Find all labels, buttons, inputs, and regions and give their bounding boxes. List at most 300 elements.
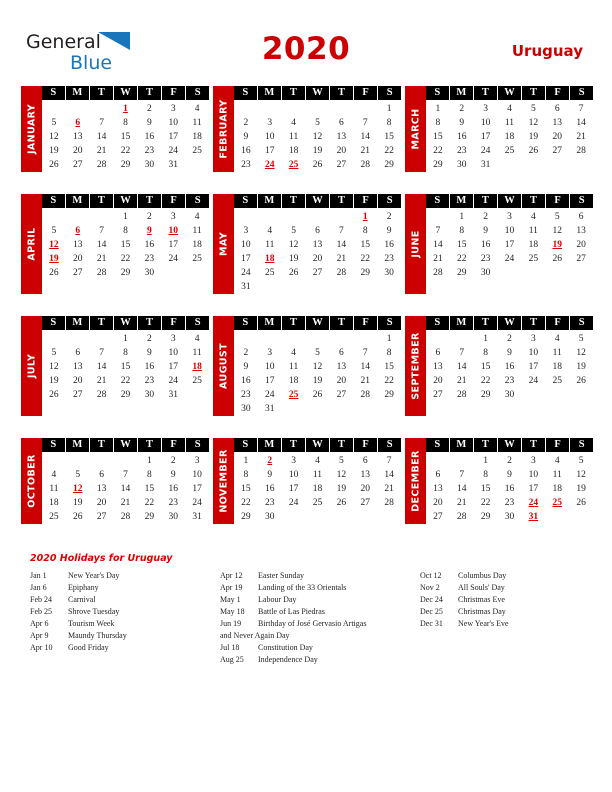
day-cell[interactable]: 27 — [73, 268, 83, 278]
day-cell[interactable]: 1 — [123, 212, 128, 222]
day-cell[interactable]: 15 — [384, 132, 394, 142]
day-cell[interactable]: 13 — [96, 484, 107, 494]
day-cell[interactable]: 20 — [73, 146, 83, 156]
day-cell[interactable]: 20 — [433, 376, 443, 386]
day-cell[interactable]: 2 — [459, 104, 465, 114]
day-cell[interactable]: 23 — [384, 254, 394, 264]
day-cell[interactable]: 5 — [315, 348, 320, 358]
day-cell[interactable]: 24 — [504, 254, 515, 264]
day-cell[interactable]: 13 — [336, 132, 347, 142]
day-cell[interactable]: 25 — [265, 268, 275, 278]
day-cell[interactable]: 29 — [457, 268, 467, 278]
day-cell[interactable]: 29 — [120, 160, 131, 170]
day-cell[interactable]: 3 — [243, 226, 249, 236]
day-cell[interactable]: 18 — [504, 132, 515, 142]
day-cell[interactable]: 10 — [265, 362, 275, 372]
day-cell[interactable]: 15 — [120, 132, 131, 142]
day-cell[interactable]: 27 — [552, 146, 562, 156]
day-cell[interactable]: 22 — [457, 254, 467, 264]
day-cell[interactable]: 22 — [480, 376, 491, 386]
day-cell[interactable]: 16 — [457, 132, 467, 142]
day-cell[interactable]: 27 — [73, 390, 83, 400]
day-cell[interactable]: 14 — [96, 362, 107, 372]
day-cell[interactable]: 13 — [552, 118, 562, 128]
day-cell[interactable]: 16 — [265, 484, 275, 494]
day-cell[interactable]: 26 — [552, 254, 562, 264]
day-cell[interactable]: 1 — [459, 212, 465, 222]
day-cell[interactable]: 9 — [459, 118, 465, 128]
day-cell[interactable]: 21 — [433, 254, 443, 264]
day-cell[interactable]: 13 — [73, 132, 83, 142]
day-cell[interactable]: 24 — [168, 376, 178, 386]
day-cell[interactable]: 11 — [312, 470, 323, 480]
day-cell[interactable]: 10 — [265, 132, 275, 142]
day-cell[interactable]: 20 — [96, 498, 107, 508]
day-cell[interactable]: 20 — [433, 498, 443, 508]
day-cell[interactable]: 1 — [386, 104, 392, 114]
day-cell[interactable]: 12 — [576, 348, 586, 358]
day-cell[interactable]: 2 — [146, 212, 152, 222]
day-cell[interactable]: 1 — [483, 334, 488, 344]
day-cell[interactable]: 22 — [384, 146, 394, 156]
day-cell[interactable]: 16 — [504, 484, 515, 494]
day-cell[interactable]: 22 — [120, 146, 131, 156]
day-cell[interactable]: 24 — [168, 146, 178, 156]
day-cell[interactable]: 7 — [459, 470, 465, 480]
day-cell[interactable]: 5 — [554, 212, 560, 222]
day-cell[interactable]: 9 — [507, 348, 512, 358]
day-cell[interactable]: 26 — [576, 376, 586, 386]
day-cell[interactable]: 25 — [192, 146, 202, 156]
day-cell[interactable]: 7 — [435, 226, 441, 236]
day-cell[interactable]: 25 — [504, 146, 515, 156]
day-cell[interactable]: 14 — [96, 240, 107, 250]
day-cell[interactable]: 15 — [384, 362, 394, 372]
day-cell[interactable]: 7 — [99, 118, 104, 128]
day-cell[interactable]: 9 — [170, 470, 176, 480]
day-cell[interactable]: 14 — [336, 240, 347, 250]
day-cell[interactable]: 21 — [360, 146, 370, 156]
day-cell[interactable]: 3 — [267, 118, 273, 128]
day-cell[interactable]: 22 — [433, 146, 443, 156]
day-cell[interactable]: 25 — [552, 376, 562, 386]
day-cell[interactable]: 11 — [504, 118, 515, 128]
day-cell[interactable]: 17 — [168, 362, 178, 372]
day-cell[interactable]: 11 — [289, 362, 299, 372]
day-cell[interactable]: 30 — [457, 160, 467, 170]
day-cell[interactable]: 28 — [336, 268, 347, 278]
day-cell[interactable]: 24 — [480, 146, 491, 156]
day-cell[interactable]: 3 — [194, 456, 200, 466]
day-cell[interactable]: 12 — [49, 362, 59, 372]
day-cell[interactable]: 5 — [51, 118, 57, 128]
day-cell[interactable]: 28 — [576, 146, 586, 156]
day-cell[interactable]: 20 — [312, 254, 323, 264]
day-cell[interactable]: 10 — [528, 470, 539, 480]
day-cell[interactable]: 10 — [480, 118, 491, 128]
day-cell[interactable]: 3 — [530, 456, 536, 466]
day-cell[interactable]: 22 — [120, 254, 131, 264]
day-cell-holiday[interactable]: 25 — [552, 498, 562, 508]
day-cell[interactable]: 10 — [192, 470, 202, 480]
day-cell[interactable]: 14 — [457, 484, 467, 494]
day-cell[interactable]: 14 — [120, 484, 131, 494]
day-cell[interactable]: 23 — [144, 146, 155, 156]
day-cell[interactable]: 10 — [168, 118, 178, 128]
day-cell[interactable]: 1 — [386, 334, 392, 344]
day-cell-holiday[interactable]: 18 — [265, 254, 275, 264]
day-cell[interactable]: 16 — [504, 362, 515, 372]
day-cell[interactable]: 27 — [312, 268, 323, 278]
day-cell[interactable]: 12 — [528, 118, 539, 128]
day-cell[interactable]: 8 — [483, 470, 488, 480]
day-cell[interactable]: 16 — [241, 376, 251, 386]
day-cell[interactable]: 3 — [170, 334, 176, 344]
day-cell[interactable]: 7 — [459, 348, 465, 358]
day-cell[interactable]: 25 — [192, 254, 202, 264]
day-cell[interactable]: 29 — [384, 160, 394, 170]
day-cell[interactable]: 29 — [433, 160, 443, 170]
day-cell[interactable]: 28 — [384, 498, 394, 508]
day-cell[interactable]: 3 — [530, 334, 536, 344]
day-cell[interactable]: 18 — [288, 146, 299, 156]
day-cell[interactable]: 27 — [433, 390, 443, 400]
day-cell[interactable]: 3 — [291, 456, 296, 466]
day-cell[interactable]: 12 — [312, 362, 323, 372]
day-cell[interactable]: 29 — [120, 268, 131, 278]
day-cell[interactable]: 9 — [267, 470, 273, 480]
day-cell[interactable]: 21 — [336, 254, 347, 264]
day-cell[interactable]: 1 — [243, 456, 249, 466]
day-cell[interactable]: 29 — [241, 512, 251, 522]
day-cell[interactable]: 7 — [123, 470, 128, 480]
day-cell[interactable]: 1 — [123, 334, 128, 344]
day-cell[interactable]: 15 — [480, 362, 491, 372]
day-cell[interactable]: 28 — [96, 390, 107, 400]
day-cell[interactable]: 4 — [554, 334, 560, 344]
day-cell[interactable]: 16 — [384, 240, 394, 250]
day-cell[interactable]: 2 — [507, 456, 512, 466]
day-cell[interactable]: 30 — [504, 390, 515, 400]
day-cell[interactable]: 23 — [504, 498, 515, 508]
day-cell[interactable]: 24 — [168, 254, 178, 264]
day-cell[interactable]: 2 — [243, 118, 249, 128]
day-cell[interactable]: 8 — [459, 226, 465, 236]
day-cell[interactable]: 18 — [552, 484, 562, 494]
day-cell[interactable]: 27 — [576, 254, 586, 264]
day-cell-holiday[interactable]: 6 — [75, 226, 81, 236]
day-cell[interactable]: 25 — [192, 376, 202, 386]
day-cell[interactable]: 4 — [530, 212, 536, 222]
day-cell-holiday[interactable]: 19 — [552, 240, 562, 250]
day-cell[interactable]: 14 — [360, 362, 370, 372]
day-cell[interactable]: 4 — [194, 104, 200, 114]
day-cell[interactable]: 15 — [433, 132, 443, 142]
day-cell[interactable]: 16 — [144, 362, 155, 372]
day-cell-holiday[interactable]: 2 — [267, 456, 273, 466]
day-cell[interactable]: 5 — [51, 226, 57, 236]
day-cell[interactable]: 5 — [315, 118, 320, 128]
day-cell[interactable]: 23 — [265, 498, 275, 508]
day-cell-holiday[interactable]: 6 — [75, 118, 81, 128]
day-cell[interactable]: 12 — [288, 240, 299, 250]
day-cell[interactable]: 19 — [49, 146, 59, 156]
day-cell[interactable]: 21 — [360, 376, 370, 386]
day-cell[interactable]: 13 — [360, 470, 370, 480]
day-cell[interactable]: 26 — [49, 160, 59, 170]
day-cell-holiday[interactable]: 1 — [362, 212, 368, 222]
day-cell-holiday[interactable]: 12 — [49, 240, 59, 250]
day-cell[interactable]: 19 — [336, 484, 347, 494]
day-cell[interactable]: 23 — [480, 254, 491, 264]
day-cell[interactable]: 17 — [192, 484, 202, 494]
day-cell[interactable]: 17 — [241, 254, 251, 264]
day-cell[interactable]: 16 — [144, 240, 155, 250]
day-cell[interactable]: 19 — [73, 498, 83, 508]
day-cell[interactable]: 26 — [49, 268, 59, 278]
day-cell[interactable]: 2 — [146, 334, 152, 344]
day-cell[interactable]: 24 — [241, 268, 251, 278]
day-cell-holiday[interactable]: 19 — [49, 254, 59, 264]
day-cell[interactable]: 4 — [554, 456, 560, 466]
day-cell[interactable]: 11 — [192, 118, 202, 128]
day-cell-holiday[interactable]: 24 — [265, 160, 275, 170]
day-cell[interactable]: 14 — [96, 132, 107, 142]
day-cell[interactable]: 31 — [168, 160, 178, 170]
day-cell[interactable]: 7 — [362, 348, 368, 358]
day-cell[interactable]: 29 — [120, 390, 131, 400]
day-cell[interactable]: 27 — [96, 512, 107, 522]
day-cell[interactable]: 4 — [315, 456, 320, 466]
day-cell[interactable]: 28 — [96, 268, 107, 278]
day-cell[interactable]: 8 — [435, 118, 441, 128]
day-cell-holiday[interactable]: 12 — [73, 484, 83, 494]
day-cell[interactable]: 13 — [433, 362, 443, 372]
day-cell[interactable]: 26 — [288, 268, 299, 278]
day-cell[interactable]: 3 — [267, 348, 273, 358]
day-cell[interactable]: 5 — [75, 470, 81, 480]
day-cell[interactable]: 26 — [336, 498, 347, 508]
day-cell[interactable]: 27 — [73, 160, 83, 170]
day-cell[interactable]: 15 — [241, 484, 251, 494]
day-cell[interactable]: 4 — [507, 104, 512, 114]
day-cell[interactable]: 17 — [168, 240, 178, 250]
day-cell[interactable]: 14 — [433, 240, 443, 250]
day-cell[interactable]: 3 — [507, 212, 512, 222]
day-cell[interactable]: 6 — [435, 348, 441, 358]
day-cell[interactable]: 8 — [362, 226, 368, 236]
day-cell[interactable]: 21 — [576, 132, 586, 142]
day-cell[interactable]: 31 — [168, 390, 178, 400]
day-cell[interactable]: 17 — [504, 240, 515, 250]
day-cell[interactable]: 15 — [480, 484, 491, 494]
day-cell[interactable]: 21 — [120, 498, 131, 508]
day-cell[interactable]: 16 — [168, 484, 178, 494]
day-cell[interactable]: 8 — [386, 118, 392, 128]
day-cell[interactable]: 18 — [288, 376, 299, 386]
day-cell[interactable]: 1 — [146, 456, 152, 466]
day-cell-holiday[interactable]: 31 — [528, 512, 539, 522]
day-cell[interactable]: 4 — [291, 118, 296, 128]
day-cell[interactable]: 28 — [457, 512, 467, 522]
day-cell[interactable]: 2 — [507, 334, 512, 344]
day-cell[interactable]: 6 — [338, 348, 344, 358]
day-cell[interactable]: 5 — [578, 456, 584, 466]
day-cell[interactable]: 4 — [51, 470, 57, 480]
day-cell[interactable]: 18 — [49, 498, 59, 508]
day-cell[interactable]: 11 — [289, 132, 299, 142]
day-cell[interactable]: 3 — [483, 104, 488, 114]
day-cell[interactable]: 22 — [144, 498, 155, 508]
day-cell[interactable]: 15 — [360, 240, 370, 250]
day-cell[interactable]: 10 — [168, 348, 178, 358]
day-cell[interactable]: 1 — [483, 456, 488, 466]
day-cell[interactable]: 29 — [480, 512, 491, 522]
day-cell[interactable]: 27 — [336, 160, 347, 170]
day-cell[interactable]: 30 — [504, 512, 515, 522]
day-cell[interactable]: 4 — [291, 348, 296, 358]
day-cell[interactable]: 23 — [241, 160, 251, 170]
day-cell[interactable]: 20 — [360, 484, 370, 494]
day-cell[interactable]: 2 — [243, 348, 249, 358]
day-cell[interactable]: 12 — [576, 470, 586, 480]
day-cell[interactable]: 30 — [144, 268, 155, 278]
day-cell[interactable]: 9 — [146, 348, 152, 358]
day-cell[interactable]: 2 — [170, 456, 176, 466]
day-cell[interactable]: 11 — [552, 348, 562, 358]
day-cell[interactable]: 31 — [192, 512, 202, 522]
day-cell[interactable]: 19 — [312, 146, 323, 156]
day-cell[interactable]: 13 — [336, 362, 347, 372]
day-cell[interactable]: 16 — [480, 240, 491, 250]
day-cell[interactable]: 16 — [241, 146, 251, 156]
day-cell[interactable]: 26 — [312, 160, 323, 170]
day-cell[interactable]: 22 — [241, 498, 251, 508]
day-cell[interactable]: 8 — [243, 470, 249, 480]
day-cell[interactable]: 26 — [49, 390, 59, 400]
day-cell[interactable]: 24 — [528, 376, 539, 386]
day-cell[interactable]: 8 — [483, 348, 488, 358]
day-cell[interactable]: 5 — [51, 348, 57, 358]
day-cell[interactable]: 7 — [99, 348, 104, 358]
day-cell-holiday[interactable]: 18 — [192, 362, 202, 372]
day-cell[interactable]: 7 — [386, 456, 392, 466]
day-cell[interactable]: 28 — [457, 390, 467, 400]
day-cell[interactable]: 23 — [241, 390, 251, 400]
day-cell[interactable]: 9 — [483, 226, 488, 236]
day-cell[interactable]: 20 — [336, 146, 347, 156]
day-cell[interactable]: 15 — [144, 484, 155, 494]
day-cell[interactable]: 17 — [528, 484, 539, 494]
day-cell[interactable]: 23 — [168, 498, 178, 508]
day-cell[interactable]: 13 — [312, 240, 323, 250]
day-cell[interactable]: 7 — [362, 118, 368, 128]
day-cell[interactable]: 27 — [433, 512, 443, 522]
day-cell[interactable]: 9 — [386, 226, 392, 236]
day-cell[interactable]: 27 — [336, 390, 347, 400]
day-cell[interactable]: 6 — [338, 118, 344, 128]
day-cell[interactable]: 26 — [576, 498, 586, 508]
day-cell[interactable]: 19 — [576, 484, 586, 494]
day-cell-holiday[interactable]: 25 — [288, 160, 299, 170]
day-cell[interactable]: 2 — [146, 104, 152, 114]
day-cell[interactable]: 7 — [338, 226, 344, 236]
day-cell[interactable]: 10 — [288, 470, 299, 480]
day-cell[interactable]: 24 — [192, 498, 202, 508]
day-cell[interactable]: 30 — [384, 268, 394, 278]
day-cell[interactable]: 14 — [576, 118, 586, 128]
day-cell[interactable]: 23 — [457, 146, 467, 156]
day-cell[interactable]: 29 — [384, 390, 394, 400]
day-cell[interactable]: 22 — [384, 376, 394, 386]
day-cell-holiday[interactable]: 9 — [146, 226, 152, 236]
day-cell[interactable]: 9 — [507, 470, 512, 480]
day-cell[interactable]: 30 — [480, 268, 491, 278]
day-cell[interactable]: 21 — [457, 498, 467, 508]
day-cell[interactable]: 17 — [265, 146, 275, 156]
day-cell[interactable]: 11 — [49, 484, 59, 494]
day-cell[interactable]: 31 — [480, 160, 491, 170]
day-cell[interactable]: 29 — [144, 512, 155, 522]
day-cell[interactable]: 18 — [528, 240, 539, 250]
day-cell[interactable]: 31 — [265, 404, 275, 414]
day-cell[interactable]: 3 — [170, 104, 176, 114]
day-cell[interactable]: 19 — [528, 132, 539, 142]
day-cell[interactable]: 12 — [49, 132, 59, 142]
day-cell[interactable]: 17 — [168, 132, 178, 142]
day-cell[interactable]: 6 — [362, 456, 368, 466]
day-cell[interactable]: 26 — [312, 390, 323, 400]
day-cell[interactable]: 5 — [338, 456, 344, 466]
day-cell[interactable]: 11 — [192, 226, 202, 236]
day-cell[interactable]: 4 — [194, 212, 200, 222]
day-cell[interactable]: 29 — [360, 268, 370, 278]
day-cell[interactable]: 21 — [96, 376, 107, 386]
day-cell[interactable]: 5 — [291, 226, 296, 236]
day-cell[interactable]: 10 — [504, 226, 515, 236]
day-cell[interactable]: 29 — [480, 390, 491, 400]
day-cell[interactable]: 10 — [241, 240, 251, 250]
day-cell[interactable]: 19 — [312, 376, 323, 386]
day-cell[interactable]: 22 — [120, 376, 131, 386]
day-cell[interactable]: 9 — [243, 362, 249, 372]
day-cell[interactable]: 19 — [49, 376, 59, 386]
day-cell[interactable]: 9 — [243, 132, 249, 142]
day-cell[interactable]: 28 — [96, 160, 107, 170]
day-cell[interactable]: 30 — [241, 404, 251, 414]
day-cell[interactable]: 5 — [578, 334, 584, 344]
day-cell[interactable]: 30 — [144, 160, 155, 170]
day-cell[interactable]: 2 — [483, 212, 488, 222]
day-cell[interactable]: 17 — [288, 484, 299, 494]
day-cell[interactable]: 14 — [384, 470, 394, 480]
day-cell[interactable]: 21 — [457, 376, 467, 386]
day-cell[interactable]: 24 — [288, 498, 299, 508]
day-cell[interactable]: 11 — [265, 240, 275, 250]
day-cell[interactable]: 13 — [73, 240, 83, 250]
day-cell[interactable]: 25 — [528, 254, 539, 264]
day-cell[interactable]: 8 — [146, 470, 152, 480]
day-cell[interactable]: 4 — [194, 334, 200, 344]
day-cell[interactable]: 30 — [265, 512, 275, 522]
day-cell[interactable]: 13 — [73, 362, 83, 372]
day-cell[interactable]: 28 — [360, 390, 370, 400]
day-cell[interactable]: 8 — [123, 118, 128, 128]
day-cell[interactable]: 1 — [435, 104, 441, 114]
day-cell[interactable]: 25 — [49, 512, 59, 522]
day-cell[interactable]: 27 — [360, 498, 370, 508]
day-cell[interactable]: 28 — [120, 512, 131, 522]
